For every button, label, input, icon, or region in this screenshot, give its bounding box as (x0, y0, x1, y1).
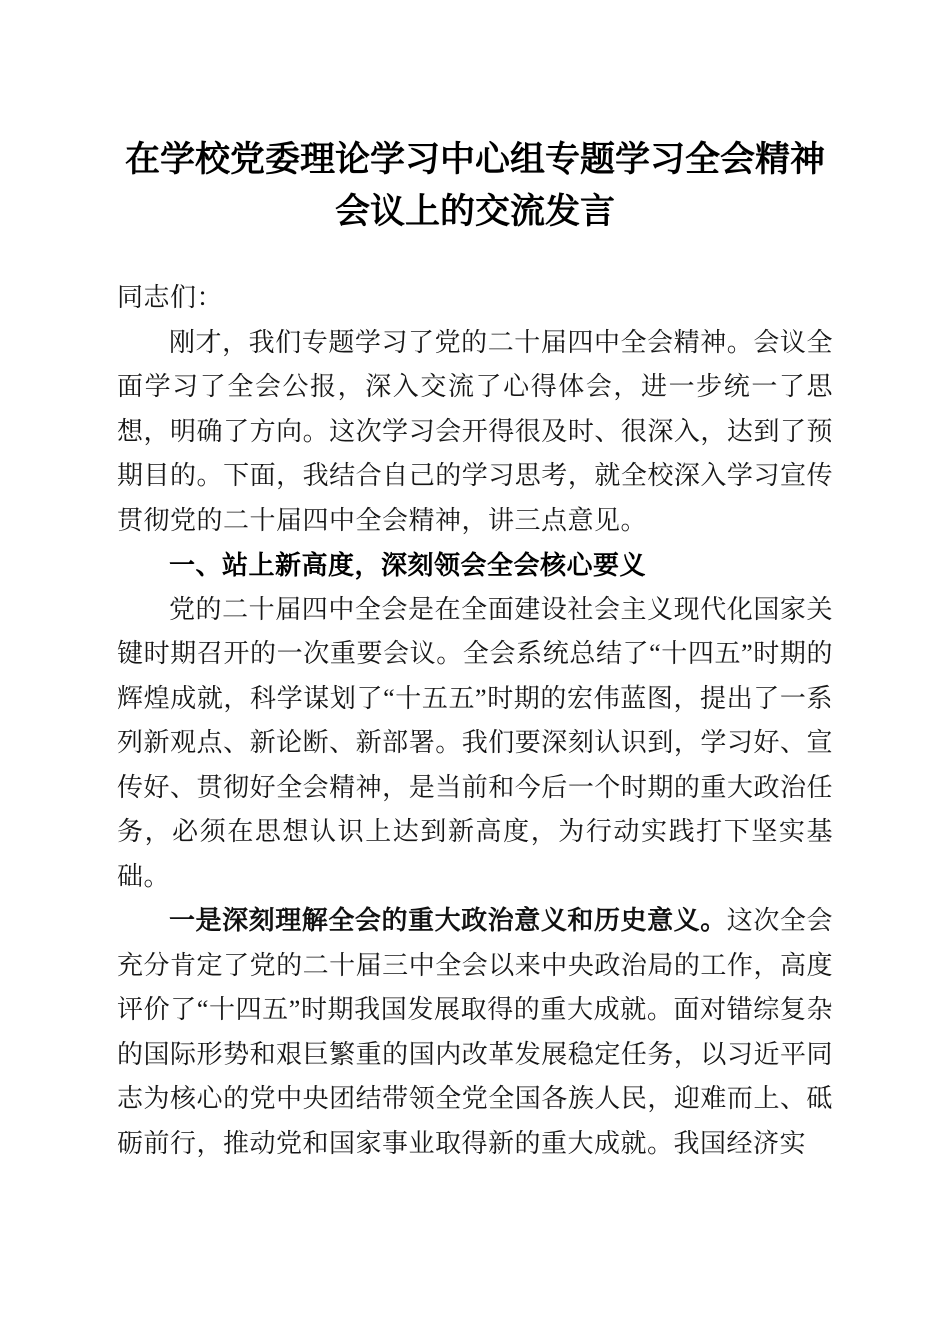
paragraph-point-1-lead: 一是深刻理解全会的重大政治意义和历史意义。 (169, 906, 727, 935)
document-title-line-2: 会议上的交流发言 (334, 192, 615, 231)
paragraph-intro: 刚才，我们专题学习了党的二十届四中全会精神。会议全面学习了全会公报，深入交流了心得体会，进一步统一了思想，明确了方向。这次学习会开得很及时、很深入，达到了预期目的。下面，我结合自己的学习思考，就全校深入学习宣传贯彻党的二十届四中全会精神，讲三点意见。 (117, 327, 833, 535)
document-body (117, 0, 833, 1166)
paragraph-point-1-rest: 这次全会充分肯定了党的二十届三中全会以来中央政治局的工作，高度评价了“十四五”时期我国发展取得的重大成就。面对错综复杂的国际形势和艰巨繁重的国内改革发展稳定任务，以习近平同志为核心的党中央团结带领全党全国各族人民，迎难而上、砥砺前行，推动党和国家事业取得新的重大成就。我国经济实 (117, 906, 833, 1158)
document-title-line-1: 在学校党委理论学习中心组专题学习全会精神 (124, 140, 825, 179)
paragraph-point-1 (117, 899, 833, 1166)
document-title (117, 134, 833, 238)
paragraph-salutation: 同志们： (117, 283, 224, 312)
document-content (117, 276, 833, 1166)
section-heading-1: 一、站上新高度，深刻领会全会核心要义 (169, 550, 647, 580)
paragraph-section-1: 党的二十届四中全会是在全面建设社会主义现代化国家关键时期召开的一次重要会议。全会系统总结了“十四五”时期的辉煌成就，科学谋划了“十五五”时期的宏伟蓝图，提出了一系列新观点、新论断、新部署。我们要深刻认识到，学习好、宣传好、贯彻好全会精神，是当前和今后一个时期的重大政治任务，必须在思想认识上达到新高度，为行动实践打下坚实基础。 (117, 594, 833, 891)
